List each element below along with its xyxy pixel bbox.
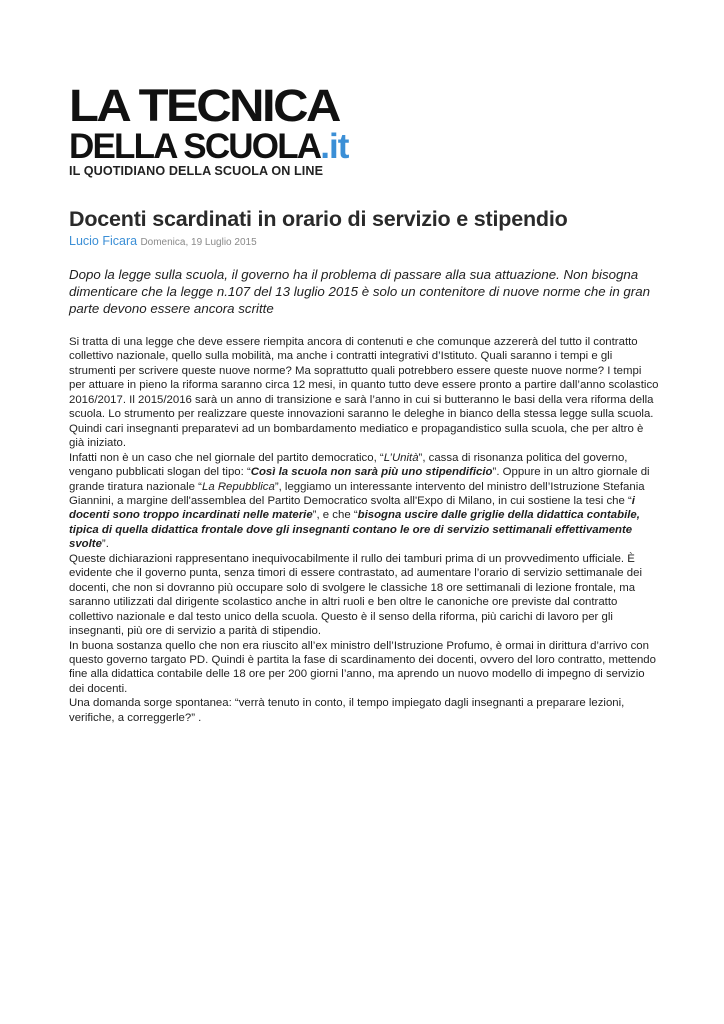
paragraph-4: In buona sostanza quello che non era riuscito all’ex ministro dell’Istruzione Profumo, è ormai in dirittura d’arrivo con questo governo targato PD. Quindi è partita la fase di scardinamento dei docenti, ovvero del loro contratto, mettendo fine alla didattica contabile delle 18 ore per 200 giorni l’anno, ma aprendo un nuovo modello di impegno di servizio dei docenti.	[69, 639, 656, 695]
p2-text-a: Infatti non è un caso che nel giornale del partito democratico, “	[69, 451, 384, 464]
p2-text-d: ”, leggiamo un interessante intervento del ministro dell’Istruzione Stefania Giannini, a margine dell'assemblea del Partito Democratico svolta all'Expo di Milano, in cui sostiene la tesi che “	[69, 480, 645, 507]
article-title: Docenti scardinati in orario di servizio e stipendio	[69, 207, 568, 231]
paragraph-1: Si tratta di una legge che deve essere riempita ancora di contenuti e che comunque azzererà del tutto il contratto collettivo nazionale, quello sulla mobilità, ma anche i contratti integrativi d’Istituto. Quali saranno i tempi e gli strumenti per scrivere queste nuove norme? Ma soprattutto quali potrebbero essere queste nuove norme? I tempi per attuare in pieno la riforma saranno circa 12 mesi, in quanto tutto deve essere pronto a partire dall’anno scolastico 2016/2017. Il 2015/2016 sarà un anno di transizione e sarà l’anno in cui si butteranno le basi della vera riforma della scuola. Lo strumento per realizzare queste innovazioni saranno le deleghe in bianco della stessa legge sulla scuola. Quindi cari insegnanti preparatevi ad un bombardamento mediatico e propagandistico sulla scuola, che per altro è già iniziato.	[69, 336, 659, 450]
slogan-quote: Così la scuola non sarà più uno stipendificio	[250, 466, 493, 479]
article-lead: Dopo la legge sulla scuola, il governo ha il problema di passare alla sua attuazione. Non bisogna dimenticare che la legge n.107 del 13 luglio 2015 è solo un contenitore di nuove norme che in gran parte devono essere ancora scritte	[69, 267, 651, 316]
paragraph-2	[69, 451, 659, 552]
minister-quote-1: i docenti sono troppo incardinati nelle materie	[69, 494, 635, 522]
newspaper-repubblica: La Repubblica	[201, 480, 275, 493]
paragraph-5: Una domanda sorge spontanea: “verrà tenuto in conto, il tempo impiegato dagli insegnanti a preparare lezioni, verifiche, a correggerle?” .	[69, 697, 625, 724]
byline	[69, 234, 659, 250]
author-link[interactable]: Lucio Ficara	[69, 234, 138, 248]
minister-quote-2: bisogna uscire dalle griglie della didattica contabile, tipica di quella didattica frontale dove gli insegnanti contano le ore di servizio settimanali effettivamente svolte	[69, 509, 640, 551]
site-logo[interactable]	[69, 81, 349, 178]
logo-line2	[69, 129, 348, 164]
article	[69, 206, 659, 725]
publish-date: Domenica, 19 Luglio 2015	[140, 237, 257, 248]
p2-text-e: ”, e che “	[312, 509, 358, 522]
logo-line1: LA TECNICA	[69, 81, 339, 131]
p2-text-f: ”.	[101, 538, 109, 551]
p2-text-c: ”. Oppure in un altro giornale di grande tiratura nazionale “	[69, 466, 650, 493]
logo-line2-main: DELLA SCUOLA	[69, 127, 321, 166]
logo-suffix: .it	[320, 127, 349, 166]
p2-text-b: ”, cassa di risonanza politica del governo, vengano pubblicati slogan del tipo: “	[69, 451, 628, 479]
logo-tagline: IL QUOTIDIANO DELLA SCUOLA ON LINE	[69, 164, 324, 178]
paragraph-3: Queste dichiarazioni rappresentano inequivocabilmente il rullo dei tamburi prima di un provvedimento ufficiale. È evidente che il governo punta, senza timori di essere contrastato, ad aumentare l’orario di servizio settimanale dei docenti, che non si dovranno più occupare solo di svolgere le classiche 18 ore settimanali di lezione frontale, ma saranno utilizzati dal dirigente scolastico anche in altri ruoli e ben oltre le canoniche ore previste dal contratto collettivo nazionale e dal testo unico della scuola. Questo è il senso della riforma, più carichi di lavoro per gli insegnanti, più ore di servizio a parità di stipendio.	[69, 552, 643, 638]
newspaper-unita: L’Unità	[383, 451, 419, 464]
article-body	[69, 335, 659, 725]
